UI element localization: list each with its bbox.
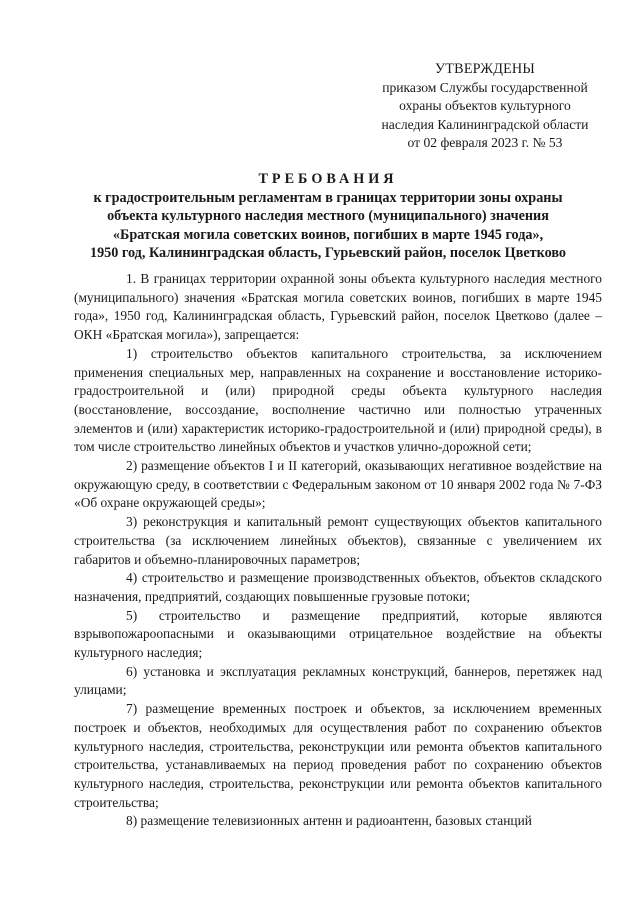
approval-line: охраны объектов культурного	[399, 98, 571, 114]
list-item: 4) строительство и размещение производственных объектов, объектов складского назначения, предприятий, создающих повышенные грузовые потоки;	[74, 570, 602, 604]
list-item: 3) реконструкция и капитальный ремонт существующих объектов капитального строительства (за исключением линейных объектов), связанные с увеличением их габаритов и объемно-планировочных параметров;	[74, 514, 602, 567]
document-body	[74, 270, 602, 831]
title-line: 1950 год, Калининградская область, Гурьевский район, поселок Цветково	[89, 245, 567, 262]
list-item: 7) размещение временных построек и объектов, за исключением временных построек и объектов, необходимых для осуществления работ по сохранению объектов культурного наследия, строительства, реконструкции или ремонта объектов капитального строительства, устанавливаемых на период проведения работ по сохранению объектов культурного наследия, строительства, реконструкции или ремонта объектов капитального строительства;	[74, 701, 602, 810]
list-item: 8) размещение телевизионных антенн и радиоантенн, базовых станций	[126, 813, 532, 829]
approval-heading: УТВЕРЖДЕНЫ	[435, 61, 535, 77]
list-item: 6) установка и эксплуатация рекламных конструкций, баннеров, перетяжек над улицами;	[74, 663, 602, 698]
document-title	[60, 170, 596, 263]
title-line: к градостроительным регламентам в границах территории зоны охраны	[93, 189, 563, 206]
list-item: 5) строительство и размещение предприятий, которые являются взрывопожароопасными и оказывающими отрицательное воздействие на объекты культурного наследия;	[74, 607, 602, 661]
approval-stamp	[360, 60, 610, 153]
title-word: ТРЕБОВАНИЯ	[258, 171, 398, 187]
list-item: 2) размещение объектов I и II категорий, оказывающих негативное воздействие на окружающую среду, в соответствии с Федеральным законом от 10 января 2002 года № 7-ФЗ «Об охране окружающей среды»;	[74, 458, 602, 511]
approval-line: от 02 февраля 2023 г. № 53	[407, 135, 563, 151]
approval-line: приказом Службы государственной	[382, 79, 588, 95]
title-line: «Братская могила советских воинов, погибших в марте 1945 года»,	[112, 226, 544, 243]
list-item: 1) строительство объектов капитального строительства, за исключением применения специальных мер, направленных на сохранение и восстановление историко-градостроительной и (или) природной среды объекта культурного наследия (восстановление, воссоздание, восполнение частично или полностью утраченных элементов и (или) характеристик историко-градостроительной и (или) природной среды), в том числе строительство линейных объектов и участков улично-дорожной сети;	[74, 345, 602, 455]
approval-line: наследия Калининградской области	[381, 116, 589, 132]
intro-paragraph: 1. В границах территории охранной зоны объекта культурного наследия местного (муниципального) значения «Братская могила советских воинов, погибших в марте 1945 года», 1950 год, Калининградская область, Гурьевский район, поселок Цветково (далее – ОКН «Братская могила»), запрещается:	[74, 271, 602, 343]
title-line: объекта культурного наследия местного (муниципального) значения	[107, 208, 549, 225]
